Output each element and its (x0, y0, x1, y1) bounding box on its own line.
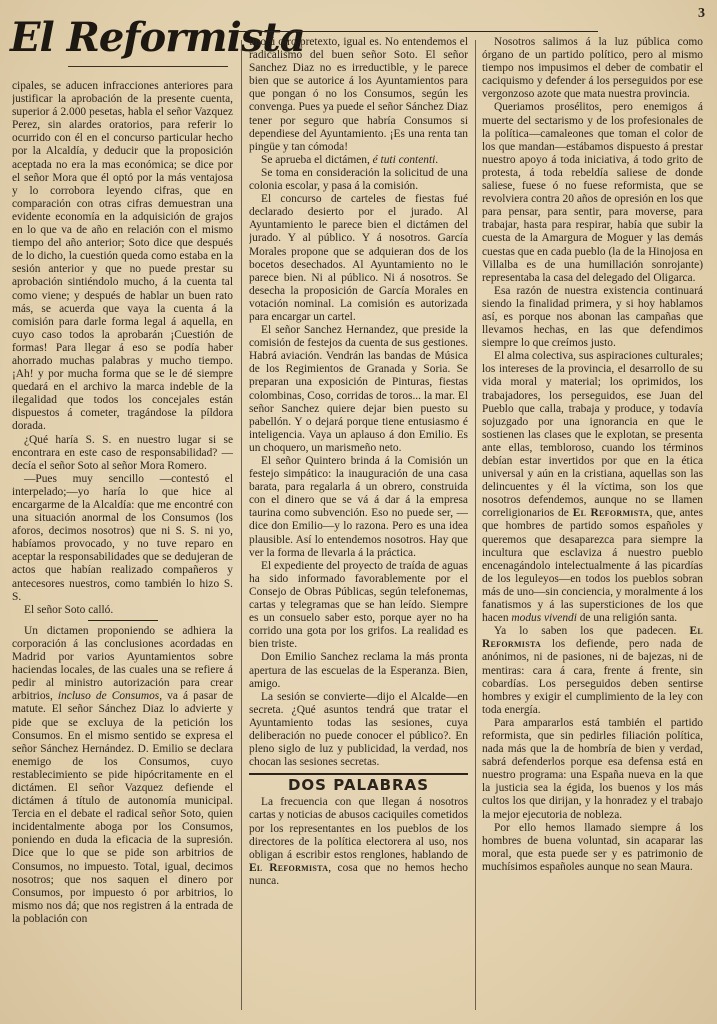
section-title: DOS PALABRAS (249, 773, 468, 792)
page-number: 3 (698, 6, 705, 21)
paragraph: El concurso de carteles de fiestas fué declarado desierto por el jurado. Al Ayuntamiento le parece bien el dictámen del jurado. Y al público. Y á nosotros. García Morales propone que se adquieran dos de los bocetos desechados. Al Ayuntamiento no le parece bien. Ni al público. Ni á nosotros. Se desecha la proposición de García Morales en votación nominal. La comisión es autorizada para encargar un cartel. (249, 193, 468, 323)
masthead-logo (6, 6, 305, 78)
paragraph: Nosotros salimos á la luz pública como órgano de un partido político, pero al mismo tiempo nos impusimos el deber de combatir el caciquismo y defender á los perseguidos por ese vergonzoso azote que mata nuestra provincia. (482, 36, 703, 101)
paragraph: Por ello hemos llamado siempre á los hombres de buena voluntad, sin acaparar las moral, que esta puede ser y es patrimonio de muchísimos españoles aunque no sean Maura. (482, 821, 703, 873)
column-3 (482, 36, 703, 1014)
paragraph: La frecuencia con que llegan á nosotros cartas y noticias de abusos caciquiles cometidos por los representantes en los pueblos de los directores de la política electorera al uso, nos obligan á escribir estos renglones, hablando de El Reformista, cosa que no hemos hecho nunca. (249, 796, 468, 887)
paragraph: Ya lo saben los que padecen. El Reformista los defiende, pero nada de anónimos, ni de pasiones, ni de bajezas, ni de mentiras: cara á cara, frente á frente, sin cobardías. Los perseguidos deben sentirse hombres y exigir el cumplimiento de la ley con toda energía. (482, 625, 703, 716)
paragraph: El alma colectiva, sus aspiraciones culturales; los intereses de la provincia, el desarrollo de su vida moral y material; los oprimidos, los trabajadores, los perseguidos, ese Juan del Pueblo que calla, trabaja y produce, y todavía sojuzgado por una ignorancia en que le sostienen las clases que le explotan, se presenta ante ellas, tembloroso, cuando los términos debían estar invertidos por que en la ética universal y aún en la cristiana, aquellas son las delincuentes y él la víctima, son los que nosotros defendemos, aunque no se llamen correligionarios de El Reformista, que, antes que hombres de partido somos españoles y queremos que desaparezca para siempre la incultura que esclaviza á nuestro pueblo encenagándolo intelectualmente á las picardías de los leguleyos—en todos los pueblos sobran más de uno—sin conciencia, y moralmente á los fanatismos y á las supersticiones de los que hacen modus vivendi de una religión santa. (482, 350, 703, 625)
column-2 (249, 36, 468, 1014)
paragraph: El señor Sanchez Hernandez, que preside la comisión de festejos da cuenta de sus gestiones. Habrá aviación. Vendrán las bandas de Música de los Regimientos de Granada y Soria. Se preparan una exposición de Pinturas, fiestas colombinas, Coso, corridas de toros... la mar. El señor Sanchez quiere dejar bien puesto su pabellón. Y o dejará porque tiene entusiasmo é inteligencia. Vaya un aplauso á don Emilio. Es un choquero, un marismeño neto. (249, 324, 468, 454)
paragraph: Se toma en consideración la solicitud de una colonia escolar, y pasa á la comisión. (249, 166, 468, 193)
paragraph: —Pues muy sencillo —contestó el interpelado;—yo haría lo que hice al encargarme de la Alcaldía: que me encontré con una situación anormal de los Consumos (los aforos, decimos nosotros) que ni S. S. ni yo, habíamos provocado, y no tuve reparo en aceptar la responsabilidades que se dedujeran de actos que habían realizado compañeros y antecesores nuestros, como también lo hizo S. S. (12, 472, 233, 603)
column-divider (475, 40, 476, 1010)
paragraph: ¿Qué haría S. S. en nuestro lugar si se encontrara en este caso de responsabilidad? —decía el señor Soto al señor Mora Romero. (12, 433, 233, 472)
separator-rule (88, 620, 158, 621)
masthead-title: El Reformista (10, 14, 305, 61)
paragraph: cipales, se aducen infracciones anteriores para justificar la aprobación de la presente cuenta, superior á 2.000 pesetas, habla el señor Vazquez Perez, sin alardes oratorios, para referir lo ocurrido con él en el concurso particular hecho por la Alcaldía, y deducir que la proposición aceptada no era la mas económica; se dice por el señor Mora que él optó por la más ventajosa y lo corrobora leyendo cifras, que en comparación con otras cifras demuestran una evidente economía en la adquisición de grajos en lo que va de año en relación con el mismo tiempo del año anterior; Soto dice que después de lo dicho, la cuestión queda como estaba en la sesión anterior y que no puede prestar su aprobación sintiéndolo mucho, á la cuenta tal como viene; y después de hablar un buen rato más, se acuerda que vaya la cuenta á la comisión para darle forma legal á aquella, en cuyo caso todos la aprobarán ¡Cuestión de formas! Para llegar á eso se podía haber ahorrado muchas palabras y mucho tiempo. ¡Ah! y por mucha forma que se le dé siempre quedará en el archivo la marca indeble de la ilegalidad que todos los concejales están dispuestos á cometer, tragándose la píldora dorada. (12, 80, 233, 433)
paragraph: Un dictamen proponiendo se adhiera la corporación á las conclusiones acordadas en Madrid por varios Ayuntamientos sobre haciendas locales, de las cuales una se refiere á pedir al ministro autorización para crear arbitrios, incluso de Consumos, va á pasar de matute. El señor Sánchez Diaz lo advierte y pide que se excluya de la petición los Consumos. En el mismo sentido se expresa el señor Sánchez Hernández. D. Emilio se declara enemigo de los Consumos, cuyo restablecimiento se pide hipócritamente en el dictámen. El señor Vazquez defiende el dictámen á título de autonomía municipal. Tercia en el debate el radical señor Soto, quien incidentalmente aboga por los Consumos, poniendo en duda la eficacia de la supresión. Dice que lo que se pide son arbitrios de Consumos, no impuesto. Total, igual, decimos nosotros; que nos saquen el dinero por Consumos, por impuesto ó por arbitrios, lo mismo nos dá; que nos registren á la entrada de la población con (12, 624, 233, 925)
paragraph: Para ampararlos está también el partido reformista, que sin pedirles filiación política, nada más que la de hombría de bien y verdad, sabrá defenderlos porque esa defensa está en nuestro programa: una España nueva en la que la justicia sea la égida, los buenos y los más cultos los que dirijan, y la honradez y el trabajo la mejor ejecutoria de nobleza. (482, 716, 703, 821)
masthead-underline (68, 66, 228, 67)
header-rule (238, 31, 598, 32)
paragraph: Queriamos prosélitos, pero enemigos á muerte del sectarismo y de los profesionales de la política—camaleones que toman el color de los que mandan—estábamos dispuesto á prestar nuestro apoyo á toda iniciativa, á todo grito de protesta, á toda rebeldía saliese de donde saliese, fuese ó no fuese reformista, que se revolviera contra 20 años de opresión en los que para pensar, para sentir, para moverse, para trabajar, hasta para respirar, había que subir la cuesta de la Amargura de Moguer y las demás cuestas que en cada pueblo (la de la Hinojosa en Villalba es de una humillación sonrojante) representaba la casa del delegado del Oligarca. (482, 101, 703, 284)
paragraph: El señor Quintero brinda á la Comisión un festejo simpático: la inauguración de una casa barata, para regalarla á un obrero, construida con el dinero que se vá á dar á la empresa taurina como subvención. Eso no puede ser, —dice don Emilio—y lo razona. Pero es una idea plausible. Así lo entendemos nosotros. Hay que ver la forma de llevarla á la práctica. (249, 455, 468, 559)
column-divider (241, 40, 242, 1010)
column-1 (12, 80, 233, 1014)
paragraph: La sesión se convierte—dijo el Alcalde—en secreta. ¿Qué asuntos tendrá que tratar el Ayuntamiento todas las sesiones, cuya deliberación no puede conocer el público?. En pleno siglo de luz y publicidad, la verdad, nos chocan las sesiones secretas. (249, 690, 468, 769)
paragraph: Don Emilio Sanchez reclama la más pronta apertura de las escuelas de la Esperanza. Bien, amigo. (249, 651, 468, 690)
paragraph: El expediente del proyecto de traída de aguas ha sido informado favorablemente por el Consejo de Obras Públicas, según telefonemas, cartas y telegramas que se han leído. Siempre es un consuelo saber esto, porque ayer no ha corrido una gota por los grifos. La realidad es bien triste. (249, 559, 468, 651)
paragraph: El señor Soto calló. (24, 603, 114, 616)
paragraph: Esa razón de nuestra existencia continuará siendo la finalidad primera, y si hoy hablamos así, es porque nos abonan las campañas que llevamos hechas, en las que defendimos siempre lo que creímos justo. (482, 284, 703, 350)
paragraph: Se aprueba el dictámen, é tuti contenti. (261, 153, 439, 166)
paragraph: uno ú otro pretexto, igual es. No entendemos el radicalismo del buen señor Soto. El señor Sanchez Diaz no es irreductible, y le parece bien que se autorice á los Ayuntamientos para que pongan ó no los Consumos, según les convenga. Pues ya puede el señor Sánchez Diaz tener por seguro que habría Consumos si dependiese del Ayuntamiento. ¡Es una renta tan pingüe y tan cómoda! (249, 36, 468, 153)
